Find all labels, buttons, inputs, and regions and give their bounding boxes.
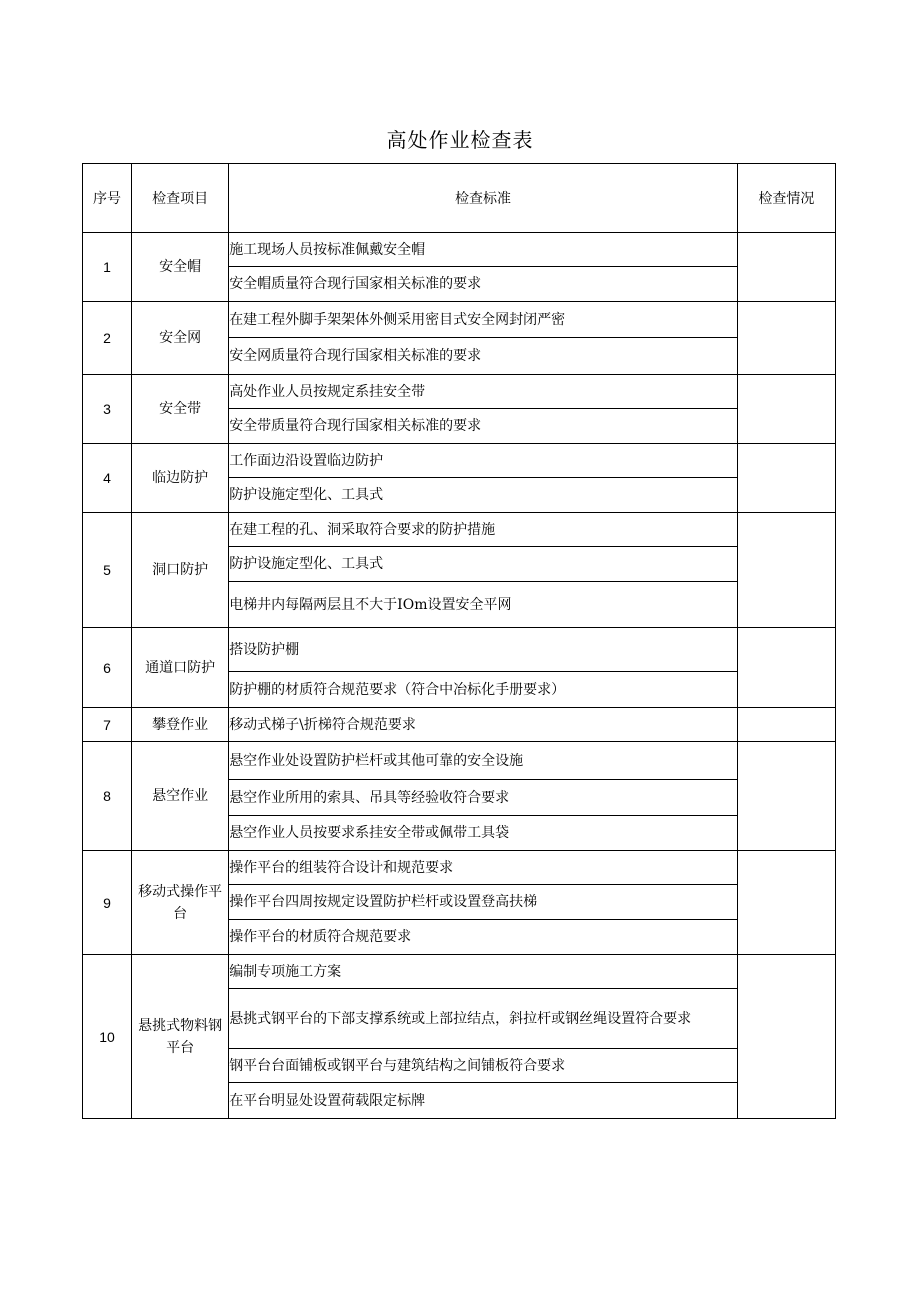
check-result-cell[interactable] [737, 302, 835, 375]
check-standard: 防护设施定型化、工具式 [229, 547, 738, 582]
check-standard: 安全带质量符合现行国家相关标准的要求 [229, 409, 738, 444]
row-number: 4 [83, 444, 132, 513]
check-item: 攀登作业 [132, 708, 229, 742]
table-body [83, 233, 836, 1119]
check-item: 悬挑式物料钢平台 [132, 955, 229, 1119]
page-title: 高处作业检查表 [386, 128, 534, 152]
check-result-cell[interactable] [737, 233, 835, 302]
check-item: 悬空作业 [132, 742, 229, 851]
table-row [83, 708, 836, 742]
table-header-row [83, 164, 836, 233]
table-row [83, 375, 836, 409]
check-item: 安全带 [132, 375, 229, 444]
check-result-cell[interactable] [737, 955, 835, 1119]
table-row [83, 513, 836, 547]
check-standard: 悬挑式钢平台的下部支撑系统或上部拉结点，斜拉杆或钢丝绳设置符合要求 [229, 989, 738, 1049]
check-standard: 搭设防护棚 [229, 628, 738, 672]
check-standard: 悬空作业人员按要求系挂安全带或佩带工具袋 [229, 816, 738, 851]
check-standard: 防护设施定型化、工具式 [229, 478, 738, 513]
check-standard: 钢平台台面铺板或钢平台与建筑结构之间铺板符合要求 [229, 1049, 738, 1083]
check-standard: 移动式梯子\折梯符合规范要求 [229, 708, 738, 742]
table-row [83, 233, 836, 267]
inspection-table [82, 163, 836, 1119]
header-no: 序号 [83, 164, 132, 233]
check-result-cell[interactable] [737, 742, 835, 851]
check-result-cell[interactable] [737, 851, 835, 955]
row-number: 5 [83, 513, 132, 628]
table-row [83, 955, 836, 989]
header-check: 检查情况 [737, 164, 835, 233]
row-number: 9 [83, 851, 132, 955]
check-result-cell[interactable] [737, 444, 835, 513]
check-standard: 工作面边沿设置临边防护 [229, 444, 738, 478]
header-standard: 检查标准 [229, 164, 738, 233]
check-standard: 操作平台四周按规定设置防护栏杆或设置登高扶梯 [229, 885, 738, 920]
check-standard: 悬空作业处设置防护栏杆或其他可靠的安全设施 [229, 742, 738, 780]
check-result-cell[interactable] [737, 375, 835, 444]
check-standard: 在建工程外脚手架架体外侧采用密目式安全网封闭严密 [229, 302, 738, 338]
check-item: 通道口防护 [132, 628, 229, 708]
check-result-cell[interactable] [737, 513, 835, 628]
row-number: 1 [83, 233, 132, 302]
check-standard: 悬空作业所用的索具、吊具等经验收符合要求 [229, 780, 738, 816]
check-standard: 操作平台的材质符合规范要求 [229, 920, 738, 955]
row-number: 3 [83, 375, 132, 444]
table-row [83, 851, 836, 885]
row-number: 7 [83, 708, 132, 742]
check-standard: 在平台明显处设置荷载限定标牌 [229, 1083, 738, 1119]
row-number: 10 [83, 955, 132, 1119]
check-standard: 高处作业人员按规定系挂安全带 [229, 375, 738, 409]
check-result-cell[interactable] [737, 628, 835, 708]
check-item: 安全网 [132, 302, 229, 375]
header-item: 检查项目 [132, 164, 229, 233]
table-row [83, 444, 836, 478]
check-item: 临边防护 [132, 444, 229, 513]
check-standard: 在建工程的孔、洞采取符合要求的防护措施 [229, 513, 738, 547]
check-standard: 编制专项施工方案 [229, 955, 738, 989]
check-standard: 施工现场人员按标准佩戴安全帽 [229, 233, 738, 267]
row-number: 2 [83, 302, 132, 375]
row-number: 8 [83, 742, 132, 851]
check-item: 移动式操作平台 [132, 851, 229, 955]
check-item: 洞口防护 [132, 513, 229, 628]
table-row [83, 628, 836, 672]
check-item: 安全帽 [132, 233, 229, 302]
check-standard: 操作平台的组装符合设计和规范要求 [229, 851, 738, 885]
check-standard: 防护棚的材质符合规范要求（符合中冶标化手册要求） [229, 672, 738, 708]
check-result-cell[interactable] [737, 708, 835, 742]
row-number: 6 [83, 628, 132, 708]
check-standard: 安全帽质量符合现行国家相关标准的要求 [229, 267, 738, 302]
table-row [83, 742, 836, 780]
check-standard: 安全网质量符合现行国家相关标准的要求 [229, 338, 738, 375]
table-row [83, 302, 836, 338]
check-standard: 电梯井内每隔两层且不大于IOm设置安全平网 [229, 582, 738, 628]
